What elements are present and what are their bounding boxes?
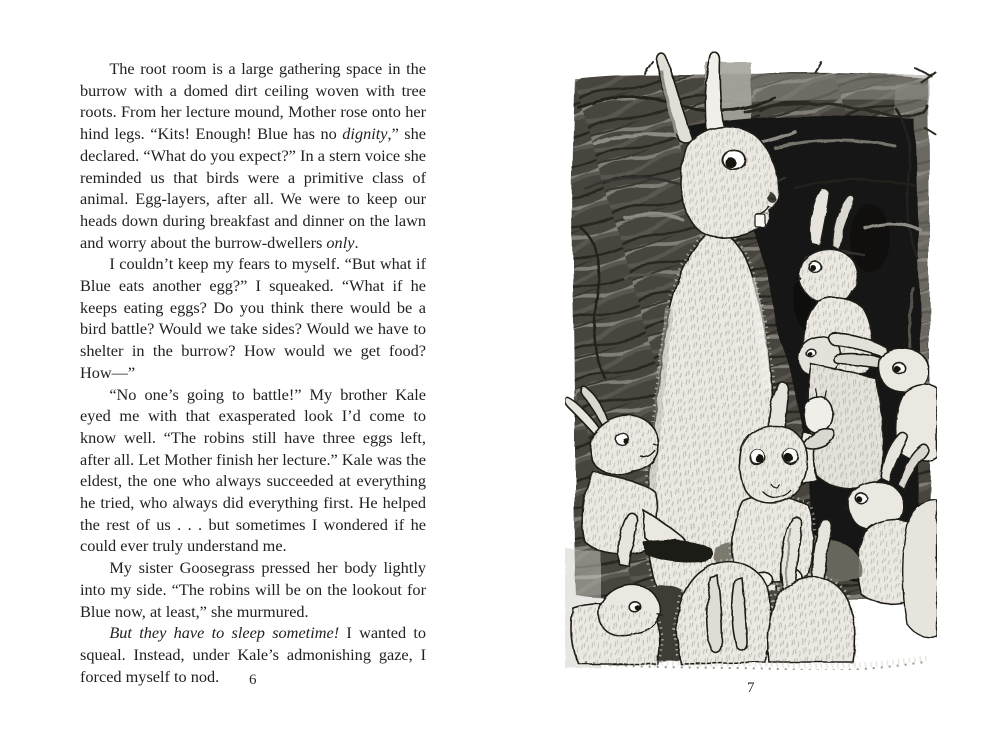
raised-paw [804,397,833,433]
page-number-left: 6 [249,672,257,688]
right-page [565,48,937,728]
mother-tooth [755,214,765,227]
paragraph: My sister Goosegrass pressed her body lightly into my side. “The robins will be on the lookout for Blue now, at least,” she murmured. [80,558,426,621]
page-number-right: 7 [747,680,755,696]
paragraph: “No one’s going to battle!” My brother Kale eyed me with that exasperated look I’d come to know well. “The robins still have three eggs left, after all. Let Mother finish her lecture.” Kale was the eldest, the one who always succeeded at everything he tried, who always did everything first. He helped the rest of us . . . but sometimes I wondered if he could ever truly understand me. [80,384,426,556]
burrow-illustration [565,48,937,670]
kit-right-edge [903,500,937,638]
paragraph: The root room is a large gathering space in the burrow with a domed dirt ceiling woven with tree roots. From her lecture mound, Mother rose onto her hind legs. “Kits! Enough! Blue has no dignity,” she declared. “What do you expect?” In a stern voice she reminded us that birds were a primitive class of animal. Egg-layers, after all. We were to keep our heads down during breakfast and dinner on the lawn and worry about the burrow-dwellers only. [80,59,426,252]
paragraph: I couldn’t keep my fears to myself. “But what if Blue eats another egg?” I squeaked. “What if he keeps eating eggs? Do you think there would be a bird battle? Would we take sides? Would we have to shelter in the burrow? How would we get food? How—” [80,254,426,382]
story-text [80,58,426,687]
left-page [80,58,426,718]
kit-back-droop-ears [677,562,771,664]
paragraph: But they have to sleep sometime! I wanted to squeal. Instead, under Kale’s admonishing gaze, I forced myself to nod. [80,623,427,686]
